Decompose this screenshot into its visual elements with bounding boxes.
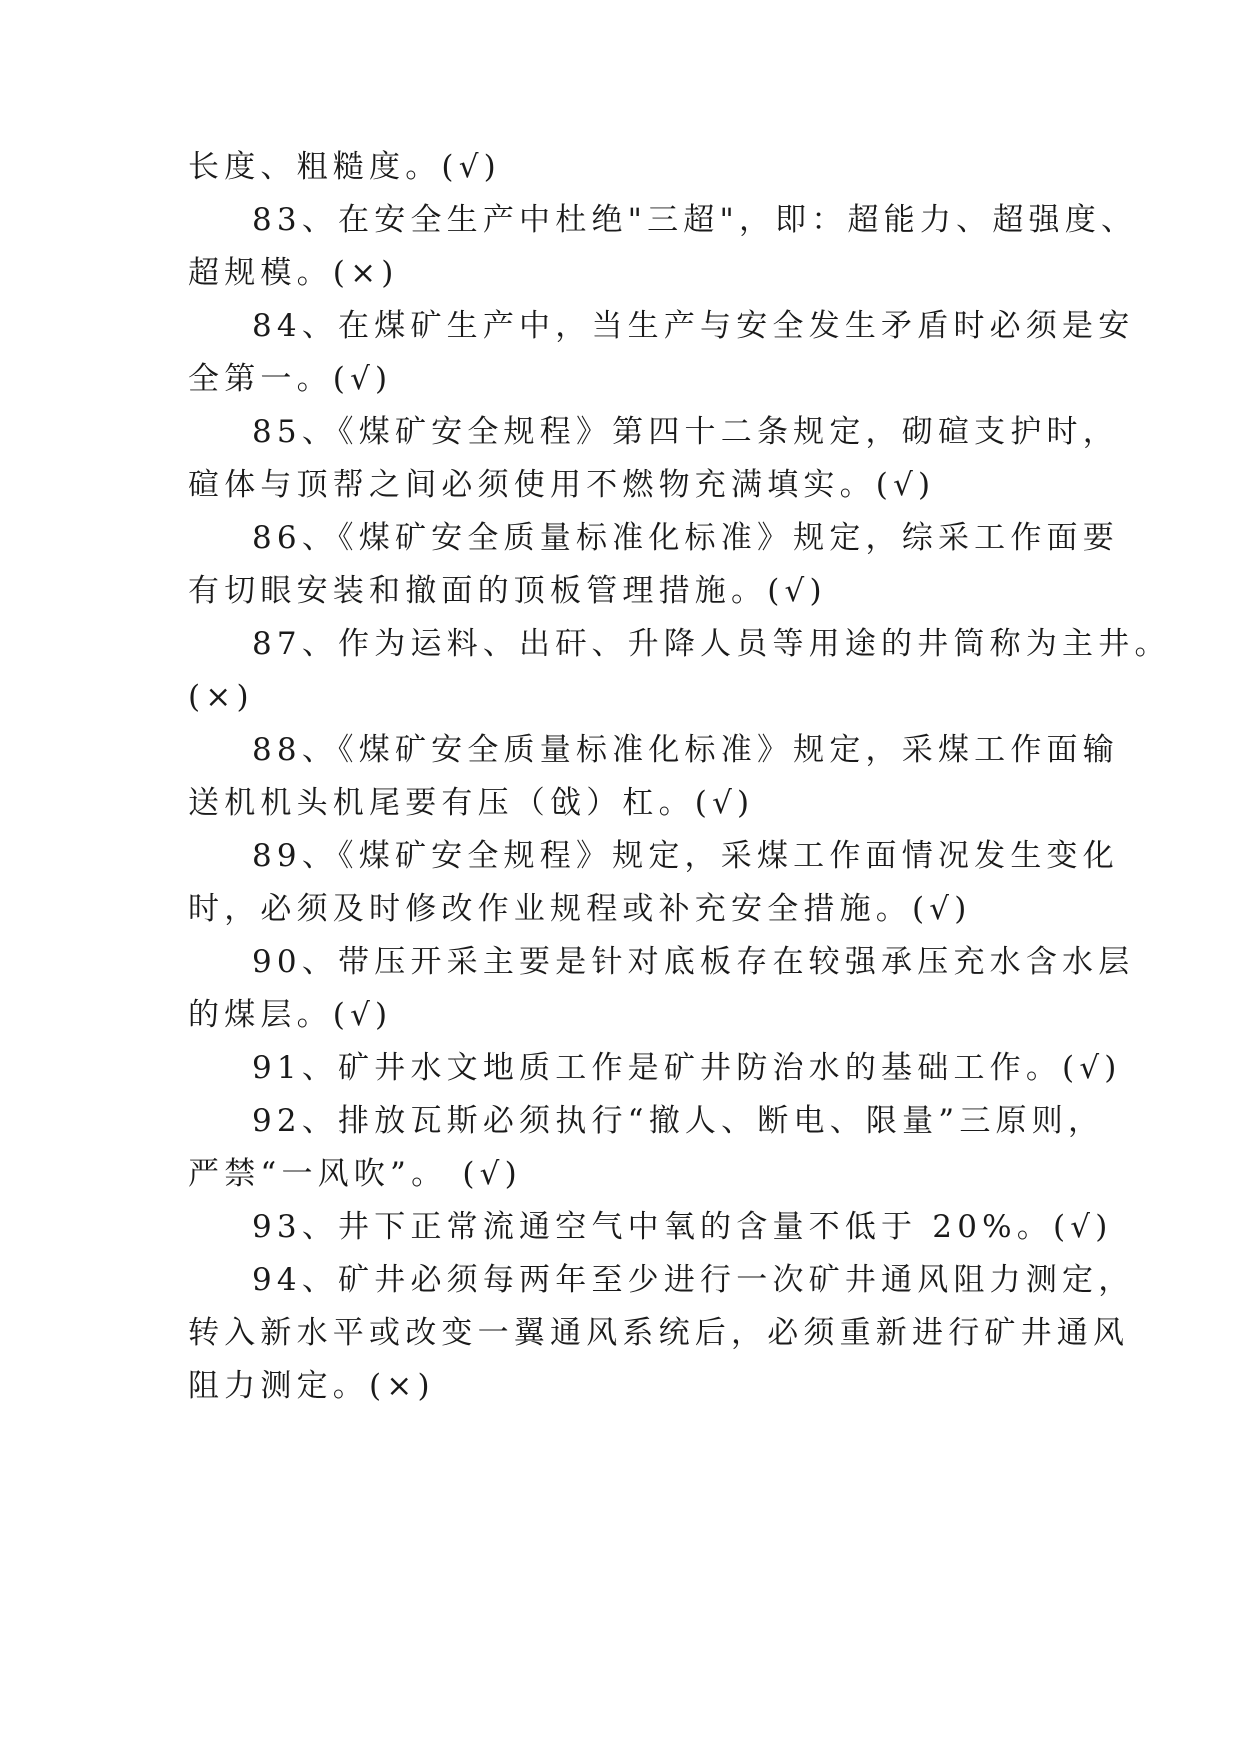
text-line: 时，必须及时修改作业规程或补充安全措施。(√)	[188, 891, 972, 927]
text-line-item-84: 84、在煤矿生产中，当生产与安全发生矛盾时必须是安	[252, 308, 1135, 344]
text-line: 全第一。(√)	[188, 361, 393, 397]
text-line-item-86: 86、《煤矿安全质量标准化标准》规定，综采工作面要	[252, 520, 1119, 556]
text-line: 碹体与顶帮之间必须使用不燃物充满填实。(√)	[188, 467, 936, 503]
text-line-item-85: 85、《煤矿安全规程》第四十二条规定，砌碹支护时，	[252, 414, 1119, 450]
text-line-item-89: 89、《煤矿安全规程》规定，采煤工作面情况发生变化	[252, 838, 1119, 874]
text-line-item-87: 87、作为运料、出矸、升降人员等用途的井筒称为主井。	[252, 626, 1171, 662]
text-line-item-94: 94、矿井必须每两年至少进行一次矿井通风阻力测定，	[252, 1262, 1135, 1298]
text-line-item-83: 83、在安全生产中杜绝"三超"，即：超能力、超强度、	[252, 202, 1138, 238]
text-line: 长度、粗糙度。(√)	[188, 149, 501, 185]
text-line: 的煤层。(√)	[188, 997, 393, 1033]
text-line-item-93: 93、井下正常流通空气中氧的含量不低于 20%。(√)	[252, 1209, 1113, 1245]
text-line-item-90: 90、带压开采主要是针对底板存在较强承压充水含水层	[252, 944, 1135, 980]
text-line: 超规模。(×)	[188, 255, 399, 291]
text-line: 转入新水平或改变一翼通风系统后，必须重新进行矿井通风	[188, 1315, 1130, 1351]
text-line: (×)	[188, 679, 254, 715]
text-line-item-91: 91、矿井水文地质工作是矿井防治水的基础工作。(√)	[252, 1050, 1122, 1086]
text-line: 送机机头机尾要有压（戗）杠。(√)	[188, 785, 755, 821]
text-line: 阻力测定。(×)	[188, 1368, 435, 1404]
text-line: 有切眼安装和撤面的顶板管理措施。(√)	[188, 573, 827, 609]
text-line: 严禁“一风吹”。 (√)	[188, 1156, 522, 1192]
text-line-item-88: 88、《煤矿安全质量标准化标准》规定，采煤工作面输	[252, 732, 1119, 768]
text-line-item-92: 92、排放瓦斯必须执行“撤人、断电、限量”三原则，	[252, 1103, 1105, 1139]
